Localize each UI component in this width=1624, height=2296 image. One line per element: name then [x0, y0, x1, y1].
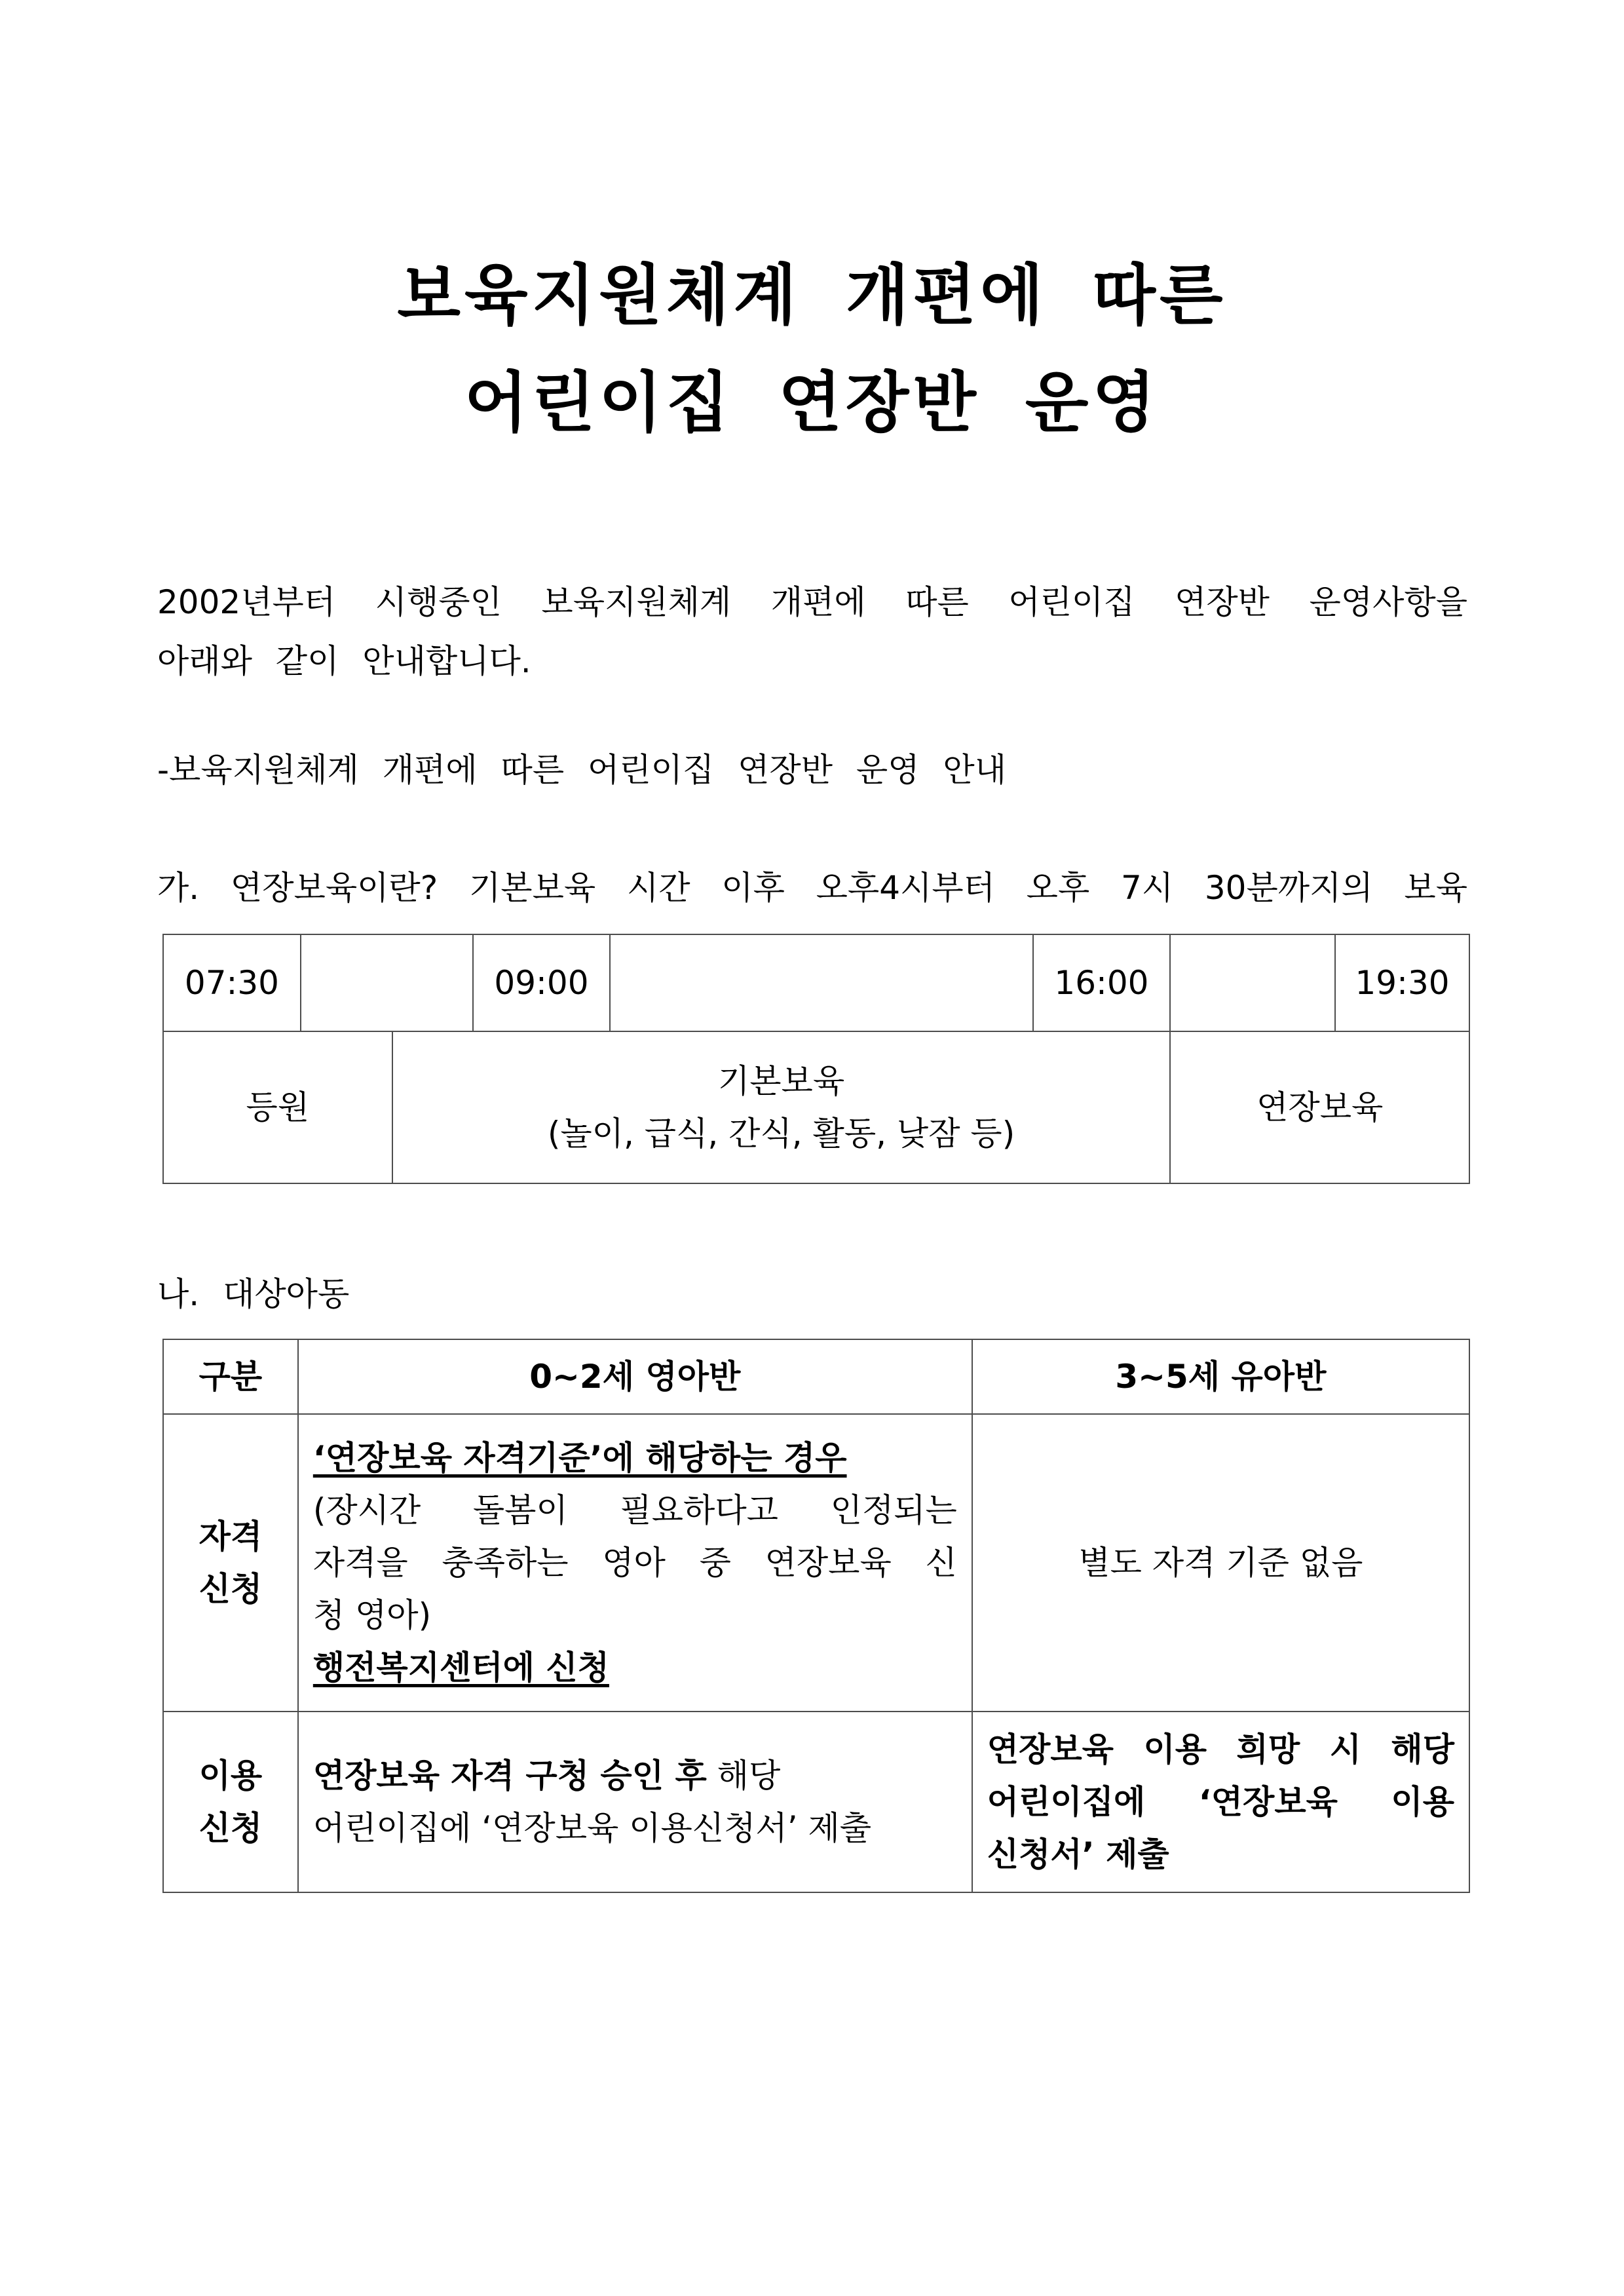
toddler-usage-line: 연장보육 이용 희망 시 해당 [987, 1731, 1454, 1769]
schedule-table [162, 934, 1470, 1184]
row-label-line: 이용 [198, 1757, 263, 1795]
time-0900: 09:00 [473, 934, 611, 1031]
eligibility-table [162, 1339, 1470, 1893]
time-gap [610, 934, 1032, 1031]
row-label-usage [163, 1712, 298, 1892]
basic-care-title: 기본보육 [717, 1062, 845, 1100]
infant-qualification-title: ‘연장보육 자격기준’에 해당하는 경우 [312, 1439, 847, 1477]
arrival-block: 등원 [163, 1031, 392, 1183]
infant-qualification-cell [298, 1414, 972, 1712]
section-b-heading: 나. 대상아동 [157, 1275, 350, 1313]
intro-paragraph [157, 573, 1467, 691]
intro-line1: 2002년부터 시행중인 보육지원체계 개편에 따른 어린이집 연장반 운영사항을 [157, 583, 1467, 621]
section-a-heading: 가. 연장보육이란? 기본보육 시간 이후 오후4시부터 오후 7시 30분까지의 보육 [157, 869, 1467, 907]
toddler-usage-cell [972, 1712, 1469, 1892]
time-1600: 16:00 [1033, 934, 1171, 1031]
basic-care-detail: (놀이, 급식, 간식, 활동, 낮잠 등) [547, 1115, 1015, 1153]
page-title-line2: 어린이집 연장반 운영 [464, 364, 1160, 441]
header-toddler: 3~5세 유아반 [972, 1339, 1469, 1414]
extended-care-block: 연장보육 [1170, 1031, 1469, 1183]
intro-line2: 아래와 같이 안내합니다. [157, 642, 531, 680]
infant-qualification-detail: 청 영아) [312, 1596, 432, 1634]
toddler-usage-line: 신청서’ 제출 [987, 1835, 1169, 1873]
infant-qualification-detail: (장시간 돌봄이 필요하다고 인정되는 [312, 1491, 957, 1529]
header-category: 구분 [163, 1339, 298, 1414]
row-label-qualification [163, 1414, 298, 1712]
time-gap [1170, 934, 1335, 1031]
row-label-line: 신청 [198, 1570, 263, 1608]
infant-usage-rest: 해당 [706, 1757, 781, 1795]
infant-usage-cell [298, 1712, 972, 1892]
infant-usage-bold: 연장보육 자격 구청 승인 후 [312, 1757, 707, 1795]
row-label-line: 자격 [198, 1518, 263, 1556]
time-0730: 07:30 [163, 934, 301, 1031]
time-gap [301, 934, 473, 1031]
header-infant: 0~2세 영아반 [298, 1339, 972, 1414]
time-1930: 19:30 [1335, 934, 1469, 1031]
notice-line: -보육지원체계 개편에 따른 어린이집 연장반 운영 안내 [157, 751, 1007, 789]
toddler-usage-line: 어린이집에 ‘연장보육 이용 [987, 1783, 1454, 1821]
toddler-qualification-cell: 별도 자격 기준 없음 [972, 1414, 1469, 1712]
infant-usage-line2: 어린이집에 ‘연장보육 이용신청서’ 제출 [312, 1809, 872, 1847]
infant-usage-line1 [313, 1750, 957, 1802]
page-title-line1: 보육지원체계 개편에 따른 [397, 257, 1227, 334]
infant-qualification-detail: 자격을 충족하는 영아 중 연장보육 신 [312, 1544, 957, 1582]
basic-care-block [392, 1031, 1171, 1183]
row-label-line: 신청 [198, 1809, 263, 1847]
infant-qualification-apply: 행전복지센터에 신청 [312, 1649, 609, 1687]
